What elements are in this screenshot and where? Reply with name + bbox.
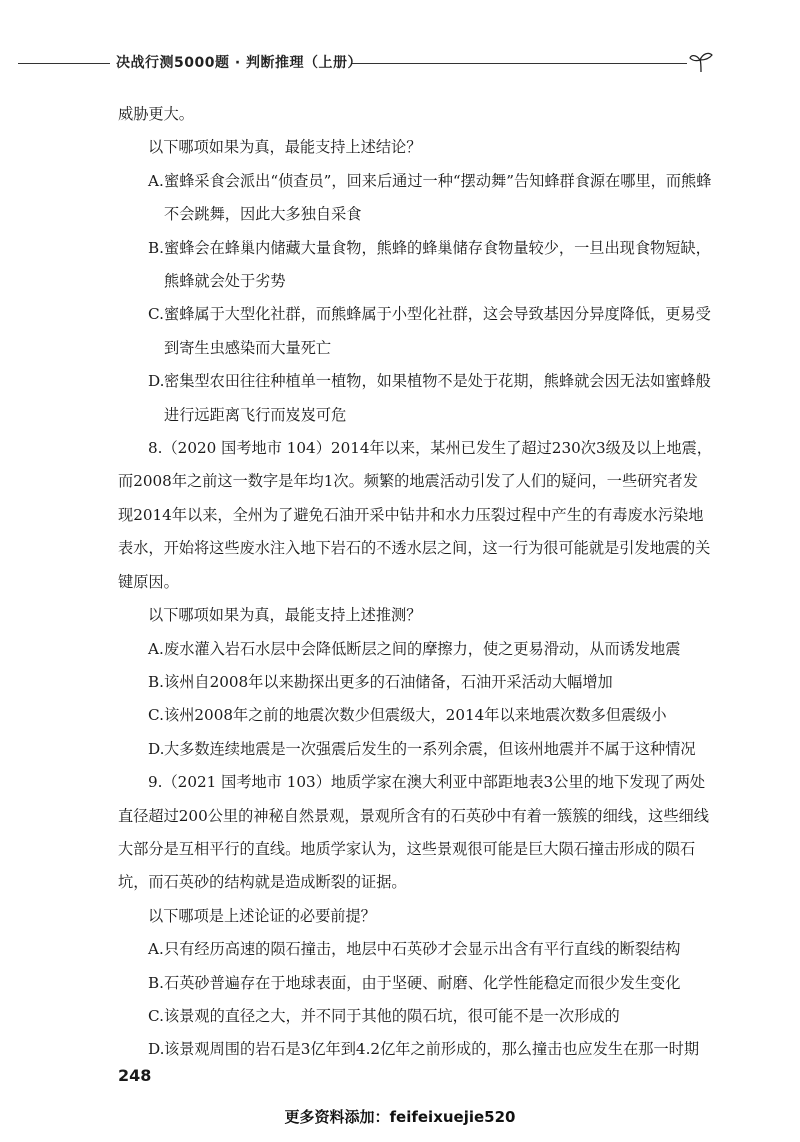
option-label: D.: [148, 1040, 165, 1059]
footer-contact-id: feifeixuejie520: [389, 1108, 516, 1126]
option-text: 该州自2008年以来勘探出更多的石油储备，石油开采活动大幅增加: [164, 672, 613, 691]
sprout-icon: [688, 50, 714, 74]
option-label: B.: [148, 672, 164, 691]
q9-option-a: [118, 933, 712, 966]
option-label: D.: [148, 372, 165, 391]
option-label: D.: [148, 739, 165, 758]
option-label: C.: [148, 1006, 164, 1025]
option-label: B.: [148, 238, 164, 257]
option-label: A.: [148, 171, 164, 190]
option-text: 该景观周围的岩石是3亿年到4.2亿年之前形成的，那么撞击也应发生在那一时期: [164, 1040, 700, 1059]
option-text: 废水灌入岩石水层中会降低断层之间的摩擦力，使之更易滑动，从而诱发地震: [164, 639, 681, 658]
q7-option-d: [118, 365, 712, 432]
q7-option-c: [118, 298, 712, 365]
q8-option-c: [118, 699, 712, 732]
q8-question: 以下哪项如果为真，最能支持上述推测？: [148, 606, 422, 625]
q9-option-c: [118, 1000, 712, 1033]
q7-option-a: [118, 165, 712, 232]
header-rule-left: [18, 63, 110, 64]
footer-prefix: 更多资料添加：: [284, 1108, 390, 1126]
q8-option-a: [118, 633, 712, 666]
option-text: 密集型农田往往种植单一植物，如果植物不是处于花期，熊蜂就会因无法如蜜蜂般进行远距离飞行而岌岌可危: [164, 372, 711, 424]
q7-option-b: [118, 232, 712, 299]
q8-stem: 8.（2020 国考地市 104）2014年以来，某州已发生了超过230次3级及以上地震，而2008年之前这一数字是年均1次。频繁的地震活动引发了人们的疑问，一些研究者发现2014年以来，全州为了避免石油开采中钻井和水力压裂过程中产生的有毒废水污染地表水，开始将这些废水注入地下岩石的不透水层之间，这一行为很可能就是引发地震的关键原因。: [118, 439, 712, 591]
option-label: B.: [148, 973, 164, 992]
option-text: 蜜蜂采食会派出“侦查员”，回来后通过一种“摆动舞”告知蜂群食源在哪里，而熊蜂不会跳舞，因此大多独自采食: [164, 171, 712, 224]
q7-continuation: 威胁更大。: [118, 105, 194, 123]
q9-question: 以下哪项是上述论证的必要前提？: [148, 906, 376, 925]
running-header: [0, 50, 800, 74]
page-number: 248: [118, 1066, 152, 1085]
q9-stem: 9.（2021 国考地市 103）地质学家在澳大利亚中部距地表3公里的地下发现了两处直径超过200公里的神秘自然景观，景观所含有的石英砂中有着一簇簇的细线，这些细线大部分是互相平行的直线。地质学家认为，这些景观很可能是巨大陨石撞击形成的陨石坑，而石英砂的结构就是造成断裂的证据。: [118, 773, 709, 892]
option-label: A.: [148, 940, 164, 959]
option-text: 该州2008年之前的地震次数少但震级大，2014年以来地震次数多但震级小: [164, 706, 667, 725]
option-text: 蜜蜂会在蜂巢内储藏大量食物，熊蜂的蜂巢储存食物量较少，一旦出现食物短缺，熊蜂就会处于劣势: [164, 238, 711, 291]
option-label: A.: [148, 639, 164, 658]
option-text: 大多数连续地震是一次强震后发生的一系列余震，但该州地震并不属于这种情况: [164, 739, 696, 758]
book-title: 决战行测5000题 · 判断推理（上册）: [116, 55, 363, 71]
option-label: C.: [148, 706, 164, 725]
option-label: C.: [148, 305, 164, 324]
option-text: 只有经历高速的陨石撞击，地层中石英砂才会显示出含有平行直线的断裂结构: [164, 940, 681, 959]
q9-option-d: [118, 1033, 712, 1066]
q8-option-d: [118, 733, 712, 766]
option-text: 该景观的直径之大，并不同于其他的陨石坑，很可能不是一次形成的: [164, 1006, 620, 1025]
header-rule-right: [352, 63, 687, 64]
page-content: [118, 98, 712, 1067]
option-text: 石英砂普遍存在于地球表面，由于坚硬、耐磨、化学性能稳定而很少发生变化: [164, 973, 681, 992]
q7-question: 以下哪项如果为真，最能支持上述结论？: [148, 138, 422, 157]
q9-option-b: [118, 967, 712, 1000]
option-text: 蜜蜂属于大型化社群，而熊蜂属于小型化社群，这会导致基因分异度降低，更易受到寄生虫感染而大量死亡: [164, 305, 711, 357]
q8-option-b: [118, 666, 712, 699]
footer-note: [0, 1106, 800, 1127]
